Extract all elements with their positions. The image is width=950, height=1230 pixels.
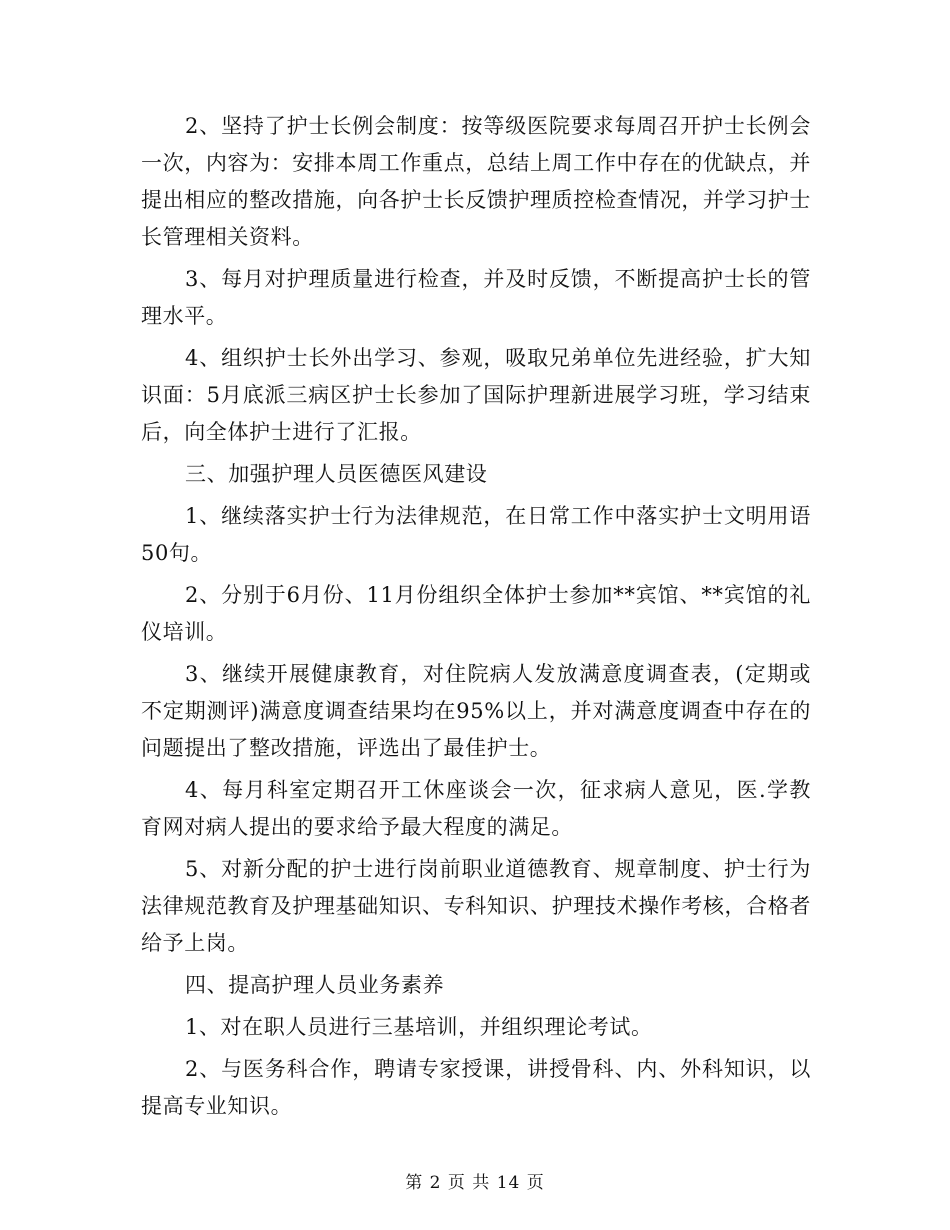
paragraph-behavior-norms: 1、继续落实护士行为法律规范，在日常工作中落实护士文明用语50句。 <box>141 504 811 565</box>
section-heading-professional: 四、提高护理人员业务素养 <box>185 973 445 997</box>
paragraph-external-study: 4、组织护士长外出学习、参观，吸取兄弟单位先进经验，扩大知识面：5月底派三病区护士长参加了国际护理新进展学习班，学习结束后，向全体护士进行了汇报。 <box>141 346 811 444</box>
paragraph-basic-training: 1、对在职人员进行三基培训，并组织理论考试。 <box>185 1015 653 1039</box>
page-number-footer: 第 2 页 共 14 页 <box>405 1173 545 1193</box>
paragraph-quality-check: 3、每月对护理质量进行检查，并及时反馈，不断提高护士长的管理水平。 <box>141 267 811 328</box>
paragraph-etiquette-training: 2、分别于6月份、11月份组织全体护士参加**宾馆、**宾馆的礼仪培训。 <box>141 583 811 644</box>
document-body <box>141 108 811 1130</box>
section-heading-ethics: 三、加强护理人员医德医风建设 <box>185 462 488 486</box>
paragraph-expert-lectures: 2、与医务科合作，聘请专家授课，讲授骨科、内、外科知识，以提高专业知识。 <box>141 1057 811 1118</box>
paragraph-new-nurse-training: 5、对新分配的护士进行岗前职业道德教育、规章制度、护士行为法律规范教育及护理基础知识、专科知识、护理技术操作考核，合格者给予上岗。 <box>141 857 811 955</box>
paragraph-health-education: 3、继续开展健康教育，对住院病人发放满意度调查表，(定期或不定期测评)满意度调查结果均在95%以上，并对满意度调查中存在的问题提出了整改措施，评选出了最佳护士。 <box>141 662 811 760</box>
paragraph-patient-forum: 4、每月科室定期召开工休座谈会一次，征求病人意见，医.学教育网对病人提出的要求给予最大程度的满足。 <box>141 778 811 839</box>
paragraph-regular-meeting: 2、坚持了护士长例会制度：按等级医院要求每周召开护士长例会一次，内容为：安排本周工作重点，总结上周工作中存在的优缺点，并提出相应的整改措施，向各护士长反馈护理质控检查情况，并学习护士长管理相关资料。 <box>141 114 811 249</box>
